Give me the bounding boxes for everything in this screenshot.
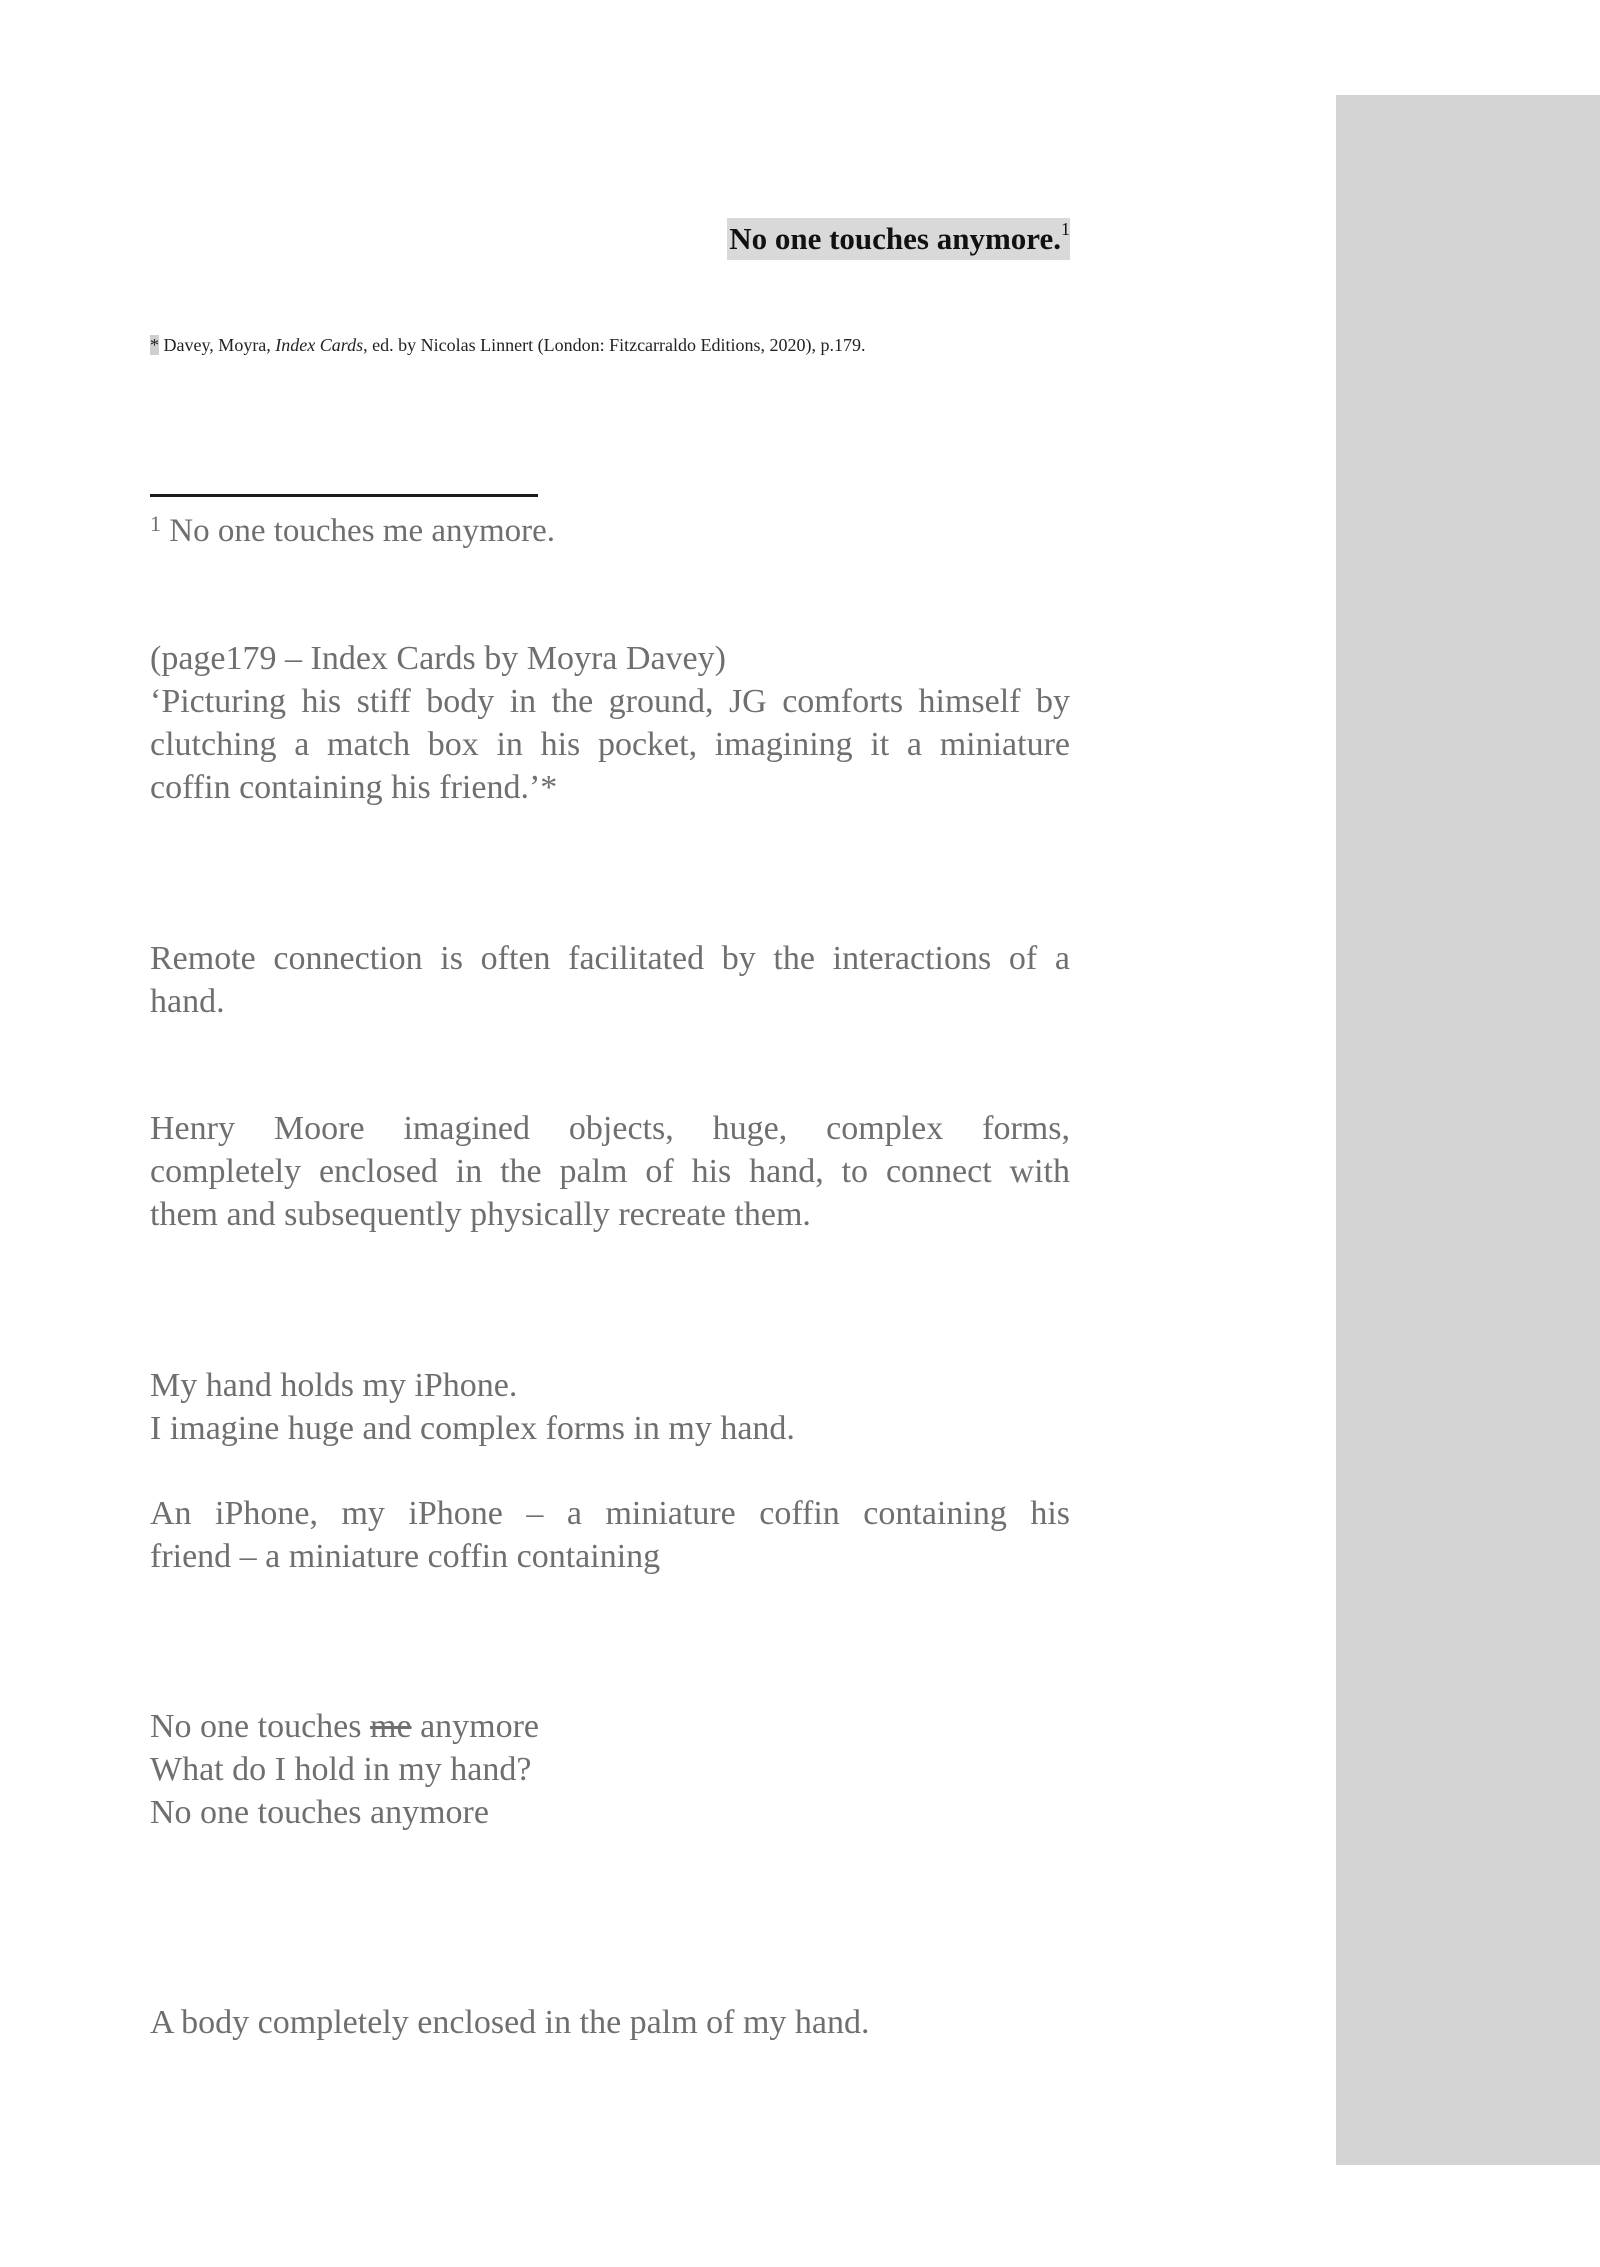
touch-line-1-end: anymore (411, 1708, 540, 1745)
title-footnote-marker: 1 (1061, 219, 1070, 239)
iphone-line-1: My hand holds my iPhone. (150, 1367, 518, 1404)
moore-line-2: completely enclosed in the palm of his hand, to connect with (150, 1153, 1070, 1190)
footnote (150, 508, 1070, 554)
iphone-line-2: I imagine huge and complex forms in my hand. (150, 1410, 795, 1447)
coffin-line-1: An iPhone, my iPhone – a miniature coffin containing his (150, 1495, 1070, 1532)
reference-line-3: clutching a match box in his pocket, imagining it a miniature (150, 726, 1070, 763)
moore-line-1: Henry Moore imagined objects, huge, complex forms, (150, 1110, 1070, 1147)
touch-line-2: What do I hold in my hand? (150, 1751, 532, 1788)
touch-line-1-start: No one touches (150, 1708, 371, 1745)
footnote-separator (150, 494, 538, 497)
remote-line-1: Remote connection is often facilitated by the interactions of a (150, 940, 1070, 977)
coffin-paragraph (150, 1492, 1070, 1578)
reference-line-4: coffin containing his friend.’* (150, 769, 558, 806)
title-container (150, 218, 1070, 260)
citation-book-title: Index Cards (275, 335, 364, 355)
touch-line-1 (150, 1705, 1070, 1748)
citation (150, 332, 1150, 358)
footnote-text: No one touches me anymore. (161, 513, 556, 549)
citation-author: Davey, Moyra, (159, 335, 276, 355)
henry-moore-paragraph (150, 1107, 1070, 1236)
reference-line-2: ‘Picturing his stiff body in the ground, JG comforts himself by (150, 683, 1070, 720)
footnote-marker: 1 (150, 511, 161, 536)
struck-word: me (370, 1708, 412, 1745)
gray-side-panel (1336, 95, 1600, 2165)
iphone-paragraph (150, 1364, 1070, 1450)
closing-line-1: A body completely enclosed in the palm of my hand. (150, 2004, 870, 2041)
reference-line-1: (page179 – Index Cards by Moyra Davey) (150, 640, 726, 677)
coffin-line-2: friend – a miniature coffin containing (150, 1538, 661, 1575)
citation-details: , ed. by Nicolas Linnert (London: Fitzcarraldo Editions, 2020), p.179. (363, 335, 866, 355)
closing-paragraph (150, 2001, 1070, 2044)
title-text: No one touches anymore. (729, 221, 1061, 256)
touch-line-3: No one touches anymore (150, 1794, 489, 1831)
moore-line-3: them and subsequently physically recreate them. (150, 1196, 811, 1233)
citation-marker: * (150, 335, 159, 355)
remote-line-2: hand. (150, 983, 225, 1020)
remote-connection-paragraph (150, 937, 1070, 1023)
page-title (727, 218, 1070, 260)
touch-paragraph (150, 1705, 1070, 1834)
reference-paragraph (150, 637, 1070, 809)
